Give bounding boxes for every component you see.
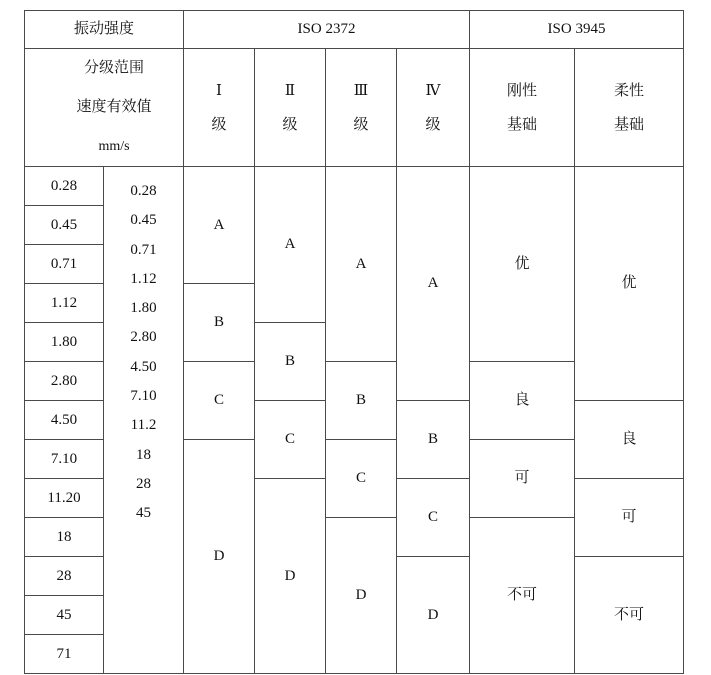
range-value: 18 bbox=[25, 518, 104, 557]
class1-grade-c: C bbox=[184, 362, 255, 440]
class3-grade-a: A bbox=[326, 167, 397, 362]
speed-value: 11.2 bbox=[130, 417, 157, 434]
range-value: 1.80 bbox=[25, 323, 104, 362]
flexible-label: 基础 bbox=[613, 116, 644, 133]
class4-grade-d: D bbox=[397, 557, 470, 674]
range-value: 11.20 bbox=[25, 479, 104, 518]
class2-grade-c: C bbox=[255, 401, 326, 479]
speed-value: 18 bbox=[136, 446, 151, 463]
class-3-header bbox=[326, 49, 397, 167]
class2-grade-d: D bbox=[255, 479, 326, 674]
speed-value: 1.80 bbox=[130, 300, 157, 317]
range-value: 0.71 bbox=[25, 245, 104, 284]
class-numeral: Ⅲ bbox=[353, 82, 369, 99]
speed-value: 4.50 bbox=[130, 358, 157, 375]
speed-value: 0.28 bbox=[130, 183, 157, 199]
rigid-unacceptable: 不可 bbox=[470, 518, 575, 674]
rigid-excellent: 优 bbox=[470, 167, 575, 362]
speed-value: 45 bbox=[136, 505, 151, 522]
class-2-header bbox=[255, 49, 326, 167]
rigid-label: 刚性 bbox=[506, 82, 537, 99]
class3-grade-c: C bbox=[326, 440, 397, 518]
range-label-line: 分级范围 bbox=[83, 60, 144, 76]
class4-grade-c: C bbox=[397, 479, 470, 557]
range-value: 45 bbox=[25, 596, 104, 635]
rigid-good: 良 bbox=[470, 362, 575, 440]
flexible-acceptable: 可 bbox=[575, 479, 684, 557]
iso2372-header: ISO 2372 bbox=[184, 11, 470, 49]
class-numeral: Ⅱ bbox=[284, 82, 296, 99]
range-value: 0.28 bbox=[25, 167, 104, 206]
speed-value: 7.10 bbox=[130, 388, 157, 405]
speed-value: 1.12 bbox=[130, 270, 157, 287]
class-suffix: 级 bbox=[282, 116, 298, 133]
flexible-unacceptable: 不可 bbox=[575, 557, 684, 674]
class4-grade-a: A bbox=[397, 167, 470, 401]
class1-grade-a: A bbox=[184, 167, 255, 284]
speed-value: 0.71 bbox=[130, 241, 157, 258]
class-numeral: Ⅰ bbox=[216, 82, 222, 99]
class-numeral: Ⅳ bbox=[425, 82, 441, 99]
range-label-header bbox=[25, 49, 184, 167]
class-4-header bbox=[397, 49, 470, 167]
class1-grade-b: B bbox=[184, 284, 255, 362]
class-suffix: 级 bbox=[353, 116, 369, 133]
vibration-intensity-header: 振动强度 bbox=[25, 11, 184, 49]
range-value: 7.10 bbox=[25, 440, 104, 479]
speed-value: 2.80 bbox=[130, 329, 157, 346]
speed-value: 28 bbox=[136, 475, 151, 492]
speed-values-column bbox=[104, 167, 184, 674]
table-row bbox=[25, 167, 684, 206]
range-label-line: mm/s bbox=[98, 139, 130, 154]
iso3945-header: ISO 3945 bbox=[470, 11, 684, 49]
flexible-label: 柔性 bbox=[613, 82, 644, 99]
class3-grade-b: B bbox=[326, 362, 397, 440]
flexible-foundation-header bbox=[575, 49, 684, 167]
flexible-excellent: 优 bbox=[575, 167, 684, 401]
class-suffix: 级 bbox=[211, 116, 227, 133]
class2-grade-a: A bbox=[255, 167, 326, 323]
range-value: 1.12 bbox=[25, 284, 104, 323]
speed-value: 0.45 bbox=[130, 212, 157, 229]
header-row-2 bbox=[25, 49, 684, 167]
rigid-acceptable: 可 bbox=[470, 440, 575, 518]
class3-grade-d: D bbox=[326, 518, 397, 674]
class1-grade-d: D bbox=[184, 440, 255, 674]
rigid-label: 基础 bbox=[506, 116, 537, 133]
class-1-header bbox=[184, 49, 255, 167]
class4-grade-b: B bbox=[397, 401, 470, 479]
rigid-foundation-header bbox=[470, 49, 575, 167]
flexible-good: 良 bbox=[575, 401, 684, 479]
range-value: 0.45 bbox=[25, 206, 104, 245]
range-value: 2.80 bbox=[25, 362, 104, 401]
class2-grade-b: B bbox=[255, 323, 326, 401]
range-value: 71 bbox=[25, 635, 104, 674]
class-suffix: 级 bbox=[425, 116, 441, 133]
range-label-line: 速度有效值 bbox=[76, 99, 152, 115]
range-value: 28 bbox=[25, 557, 104, 596]
range-value: 4.50 bbox=[25, 401, 104, 440]
vibration-severity-table bbox=[24, 10, 684, 674]
header-row-1 bbox=[25, 11, 684, 49]
